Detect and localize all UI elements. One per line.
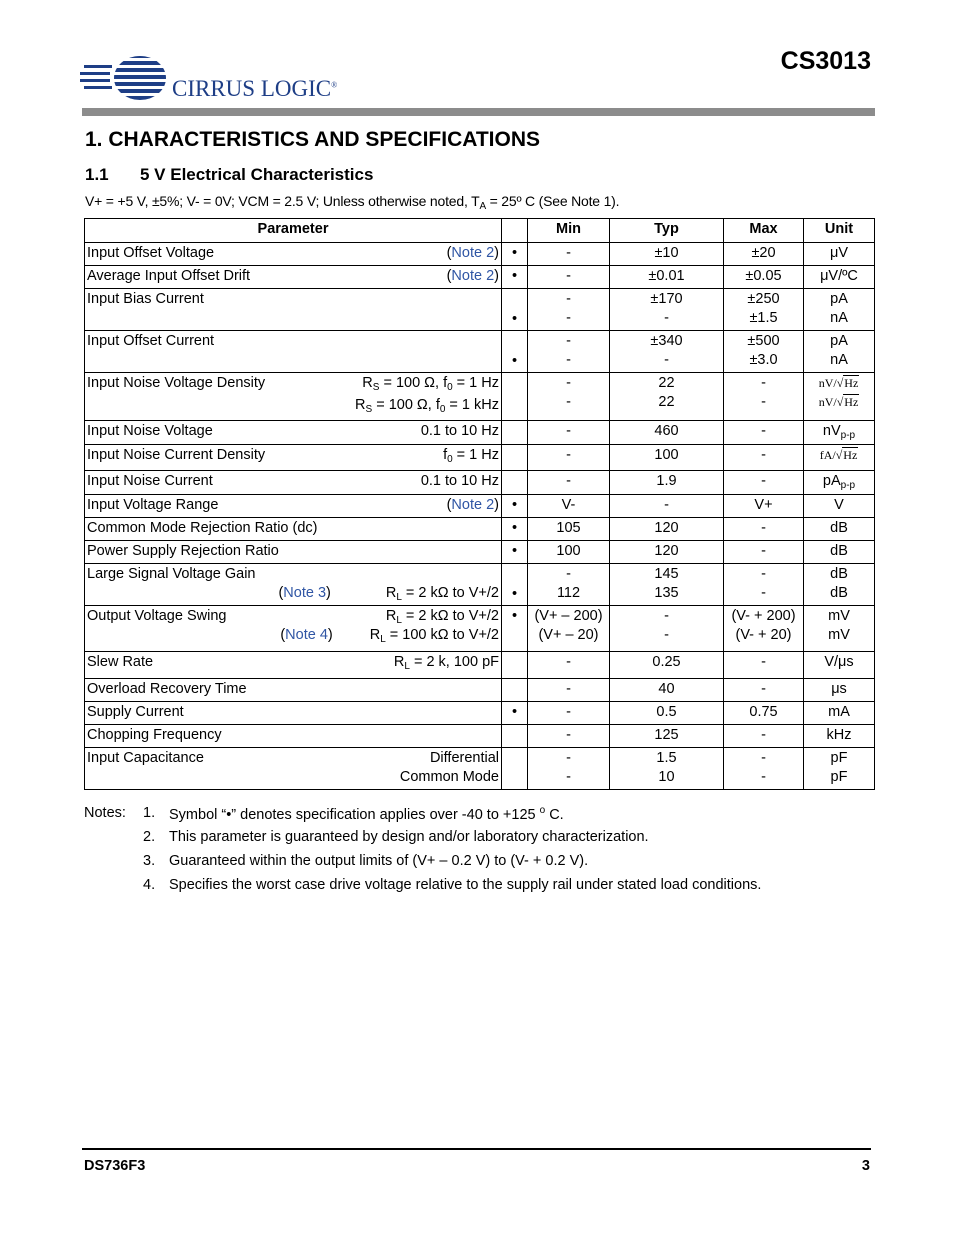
max-value: - bbox=[724, 518, 804, 541]
note-text: Symbol “•” denotes specification applies over -40 to +125 $^o$ C. bbox=[169, 805, 564, 823]
typ-value: 1.5 bbox=[656, 750, 677, 766]
param-condition: $R_L = 100$ kΩ to V+/2 bbox=[369, 627, 499, 645]
unit-value: V bbox=[804, 495, 875, 518]
note-link[interactable]: Note 2 bbox=[451, 268, 495, 284]
temp-bullet-empty bbox=[502, 652, 528, 679]
unit-value: μV bbox=[804, 243, 875, 266]
table-row bbox=[85, 471, 875, 495]
page-number: 3 bbox=[861, 1158, 870, 1174]
min-value: - bbox=[528, 652, 610, 679]
temp-bullet-empty bbox=[502, 445, 528, 471]
temp-bullet: • bbox=[502, 702, 528, 725]
header-divider bbox=[82, 108, 875, 116]
spec-table bbox=[84, 218, 875, 790]
param-condition: $f_0 = 1$ Hz bbox=[443, 447, 499, 465]
header-min: Min bbox=[528, 219, 610, 243]
typ-value: 22 bbox=[658, 394, 675, 410]
max-value: ±0.05 bbox=[724, 266, 804, 289]
min-value: - bbox=[566, 310, 571, 326]
table-row bbox=[85, 679, 875, 702]
temp-bullet: • bbox=[502, 606, 528, 652]
table-row: Output Voltage Swing $R_L = 2$ kΩ to V+/2 (Note 4) $R_L = 100$ kΩ to V+/2 • (V+ – 200) (V+ – 20) - - (V- + 200) (V- + 20) mV mV bbox=[85, 606, 875, 652]
min-value: 112 bbox=[556, 585, 581, 601]
max-value: - bbox=[761, 750, 766, 766]
min-value: - bbox=[528, 471, 610, 495]
max-value: - bbox=[761, 585, 766, 601]
param-name: Supply Current bbox=[87, 704, 184, 720]
param-condition: Differential bbox=[429, 750, 499, 766]
max-value: V+ bbox=[724, 495, 804, 518]
max-value: - bbox=[761, 566, 766, 582]
param-name: Large Signal Voltage Gain bbox=[87, 566, 256, 582]
temp-bullet: • bbox=[502, 289, 528, 331]
table-row bbox=[85, 331, 875, 373]
typ-value: - bbox=[664, 310, 669, 326]
min-value: - bbox=[528, 421, 610, 445]
subsection-number: 1.1 bbox=[85, 165, 109, 184]
max-value: - bbox=[724, 421, 804, 445]
table-row bbox=[85, 702, 875, 725]
typ-value: 135 bbox=[654, 585, 679, 601]
registered-mark: ® bbox=[331, 80, 338, 90]
min-value: - bbox=[566, 291, 571, 307]
cirrus-logic-logo bbox=[80, 48, 338, 110]
min-value: - bbox=[528, 679, 610, 702]
temp-bullet: • bbox=[502, 495, 528, 518]
typ-value: ±0.01 bbox=[610, 266, 724, 289]
subsection-title bbox=[85, 165, 373, 185]
note-link[interactable]: Note 2 bbox=[451, 497, 495, 513]
min-value: - bbox=[566, 352, 571, 368]
param-name: Power Supply Rejection Ratio bbox=[87, 543, 279, 559]
unit-value: nV/√Hz bbox=[818, 376, 859, 390]
table-header-row bbox=[85, 219, 875, 243]
param-name: Input Offset Voltage bbox=[87, 245, 215, 261]
typ-value: - bbox=[664, 352, 669, 368]
max-value: - bbox=[761, 394, 766, 410]
max-value: - bbox=[724, 445, 804, 471]
param-condition: $R_S = 100$ Ω, $f_0 = 1$ Hz bbox=[362, 375, 499, 393]
test-conditions bbox=[85, 193, 620, 212]
document-id: DS736F3 bbox=[84, 1158, 146, 1174]
max-value: - bbox=[761, 375, 766, 391]
conditions-sub: A bbox=[479, 201, 486, 212]
typ-value: - bbox=[664, 627, 669, 643]
logo-text: CIRRUS LOGIC bbox=[172, 76, 332, 101]
param-name: Input Bias Current bbox=[87, 291, 204, 307]
min-value: - bbox=[566, 769, 571, 785]
param-name: Average Input Offset Drift bbox=[87, 268, 251, 284]
note-number: 4. bbox=[143, 877, 156, 893]
header-max: Max bbox=[724, 219, 804, 243]
unit-value: μV/ºC bbox=[804, 266, 875, 289]
min-value: - bbox=[566, 375, 571, 391]
typ-value: 100 bbox=[610, 445, 724, 471]
unit-value: dB bbox=[804, 518, 875, 541]
min-value: - bbox=[528, 266, 610, 289]
min-value: - bbox=[566, 566, 571, 582]
temp-bullet: • bbox=[502, 331, 528, 373]
typ-value: 145 bbox=[654, 566, 679, 582]
header-bullet bbox=[502, 219, 528, 243]
max-value: ±3.0 bbox=[749, 352, 778, 368]
typ-value: 22 bbox=[658, 375, 675, 391]
unit-value: pA bbox=[830, 291, 848, 307]
table-row bbox=[85, 652, 875, 679]
param-name: Input Voltage Range bbox=[87, 497, 219, 513]
max-value: - bbox=[724, 541, 804, 564]
table-row bbox=[85, 421, 875, 445]
unit-value: dB bbox=[830, 566, 848, 582]
typ-value: - bbox=[664, 608, 669, 624]
unit-value: $nV_{p-p}$ bbox=[804, 421, 875, 445]
min-value: 100 bbox=[528, 541, 610, 564]
temp-bullet-empty bbox=[502, 679, 528, 702]
temp-bullet-empty bbox=[502, 471, 528, 495]
note-link[interactable]: Note 4 bbox=[285, 627, 328, 643]
max-value: ±20 bbox=[724, 243, 804, 266]
table-row bbox=[85, 289, 875, 331]
note-link[interactable]: Note 3 bbox=[283, 585, 327, 601]
table-row bbox=[85, 518, 875, 541]
table-row bbox=[85, 725, 875, 748]
note-item bbox=[84, 829, 761, 853]
param-condition: 0.1 to 10 Hz bbox=[420, 473, 499, 489]
typ-value: ±10 bbox=[610, 243, 724, 266]
unit-value: dB bbox=[830, 585, 848, 601]
table-row bbox=[85, 445, 875, 471]
max-value: (V- + 200) bbox=[731, 608, 796, 624]
typ-value: 1.9 bbox=[610, 471, 724, 495]
param-condition: $R_L = 2$ k, 100 pF bbox=[393, 654, 499, 672]
header-parameter: Parameter bbox=[85, 219, 502, 243]
param-name: Input Noise Voltage Density bbox=[87, 375, 266, 391]
param-name: Input Noise Current Density bbox=[87, 447, 266, 463]
note-item bbox=[84, 877, 761, 901]
min-value: (V+ – 20) bbox=[538, 627, 599, 643]
max-value: 0.75 bbox=[724, 702, 804, 725]
param-name: Chopping Frequency bbox=[87, 727, 222, 743]
unit-value: mA bbox=[804, 702, 875, 725]
unit-value: kHz bbox=[804, 725, 875, 748]
table-row: Average Input Offset Drift (Note 2) • - ±0.01 ±0.05 μV/ºC bbox=[85, 266, 875, 289]
typ-value: 125 bbox=[610, 725, 724, 748]
param-name: Input Noise Voltage bbox=[87, 423, 213, 439]
max-value: - bbox=[724, 725, 804, 748]
temp-bullet: • bbox=[502, 518, 528, 541]
temp-bullet-empty bbox=[502, 725, 528, 748]
typ-value: 40 bbox=[610, 679, 724, 702]
temp-bullet-empty bbox=[502, 373, 528, 421]
unit-value: V/μs bbox=[804, 652, 875, 679]
header-typ: Typ bbox=[610, 219, 724, 243]
conditions-main: V+ = +5 V, ±5%; V- = 0V; VCM = 2.5 V; Unless otherwise noted, T bbox=[85, 193, 480, 209]
param-name: Overload Recovery Time bbox=[87, 681, 247, 697]
unit-value: mV bbox=[828, 608, 850, 624]
note-number: 1. bbox=[143, 805, 156, 821]
min-value: - bbox=[528, 702, 610, 725]
temp-bullet-empty bbox=[502, 748, 528, 790]
param-condition: $R_L = 2$ kΩ to V+/2 bbox=[385, 608, 499, 626]
typ-value: ±170 bbox=[650, 291, 683, 307]
min-value: - bbox=[528, 725, 610, 748]
typ-value: ±340 bbox=[650, 333, 683, 349]
param-name: Output Voltage Swing bbox=[87, 608, 227, 624]
unit-value: nA bbox=[830, 310, 848, 326]
notes-section bbox=[84, 805, 761, 901]
note-number: 3. bbox=[143, 853, 156, 869]
min-value: - bbox=[528, 445, 610, 471]
min-value: - bbox=[566, 394, 571, 410]
subsection-text: 5 V Electrical Characteristics bbox=[140, 165, 374, 184]
unit-value: mV bbox=[828, 627, 850, 643]
param-name: Input Offset Current bbox=[87, 333, 215, 349]
typ-value: - bbox=[610, 495, 724, 518]
param-condition: 0.1 to 10 Hz bbox=[420, 423, 499, 439]
param-condition: $R_S = 100$ Ω, $f_0 = 1$ kHz bbox=[355, 397, 499, 415]
unit-value: $pA_{p-p}$ bbox=[804, 471, 875, 495]
min-value: 105 bbox=[528, 518, 610, 541]
max-value: ±250 bbox=[747, 291, 780, 307]
typ-value: 10 bbox=[658, 769, 675, 785]
section-title: 1. CHARACTERISTICS AND SPECIFICATIONS bbox=[85, 128, 541, 151]
note-item bbox=[84, 853, 761, 877]
max-value: (V- + 20) bbox=[735, 627, 792, 643]
max-value: - bbox=[724, 679, 804, 702]
temp-bullet: • bbox=[502, 564, 528, 606]
note-number: 2. bbox=[143, 829, 156, 845]
table-row: Input Offset Voltage (Note 2) • - ±10 ±20 μV bbox=[85, 243, 875, 266]
temp-bullet: • bbox=[502, 243, 528, 266]
product-name: CS3013 bbox=[780, 47, 871, 75]
min-value: V- bbox=[528, 495, 610, 518]
param-name: Input Noise Current bbox=[87, 473, 213, 489]
temp-bullet: • bbox=[502, 541, 528, 564]
min-value: - bbox=[528, 243, 610, 266]
min-value: (V+ – 200) bbox=[534, 608, 603, 624]
unit-value: nV/√Hz bbox=[818, 395, 859, 409]
table-row: Input Voltage Range (Note 2) • V- - V+ V bbox=[85, 495, 875, 518]
max-value: - bbox=[724, 471, 804, 495]
note-text: Guaranteed within the output limits of (V+ – 0.2 V) to (V- + 0.2 V). bbox=[169, 853, 589, 869]
unit-value: pA bbox=[830, 333, 848, 349]
min-value: - bbox=[566, 750, 571, 766]
param-name: Input Capacitance bbox=[87, 750, 204, 766]
table-row bbox=[85, 748, 875, 790]
typ-value: 120 bbox=[610, 541, 724, 564]
unit-value: fA/√Hz bbox=[819, 448, 858, 462]
conditions-rest: = 25º C (See Note 1). bbox=[485, 193, 620, 209]
max-value: ±1.5 bbox=[749, 310, 778, 326]
param-name: Common Mode Rejection Ratio (dc) bbox=[87, 520, 318, 536]
typ-value: 0.5 bbox=[610, 702, 724, 725]
param-name: Slew Rate bbox=[87, 654, 154, 670]
cirrus-swirl-icon bbox=[80, 48, 180, 110]
unit-value: μs bbox=[804, 679, 875, 702]
note-item bbox=[84, 805, 761, 829]
unit-value: pF bbox=[830, 769, 848, 785]
typ-value: 0.25 bbox=[610, 652, 724, 679]
note-link[interactable]: Note 2 bbox=[451, 245, 495, 261]
max-value: ±500 bbox=[747, 333, 780, 349]
unit-value: pF bbox=[830, 750, 848, 766]
table-row bbox=[85, 373, 875, 421]
typ-value: 120 bbox=[610, 518, 724, 541]
header-unit: Unit bbox=[804, 219, 875, 243]
unit-value: dB bbox=[804, 541, 875, 564]
max-value: - bbox=[761, 769, 766, 785]
note-text: This parameter is guaranteed by design and/or laboratory characterization. bbox=[169, 829, 649, 845]
param-condition: Common Mode bbox=[399, 769, 499, 785]
table-row bbox=[85, 541, 875, 564]
min-value: - bbox=[566, 333, 571, 349]
typ-value: 460 bbox=[610, 421, 724, 445]
max-value: - bbox=[724, 652, 804, 679]
temp-bullet: • bbox=[502, 266, 528, 289]
note-text: Specifies the worst case drive voltage relative to the supply rail under stated load conditions. bbox=[169, 877, 762, 893]
footer-divider bbox=[82, 1148, 871, 1150]
temp-bullet-empty bbox=[502, 421, 528, 445]
unit-value: nA bbox=[830, 352, 848, 368]
notes-label: Notes: bbox=[84, 805, 126, 821]
param-condition: $R_L = 2$ kΩ to V+/2 bbox=[385, 585, 499, 603]
table-row: Large Signal Voltage Gain (Note 3) $R_L = 2$ kΩ to V+/2 • - 112 145 135 - - dB dB bbox=[85, 564, 875, 606]
